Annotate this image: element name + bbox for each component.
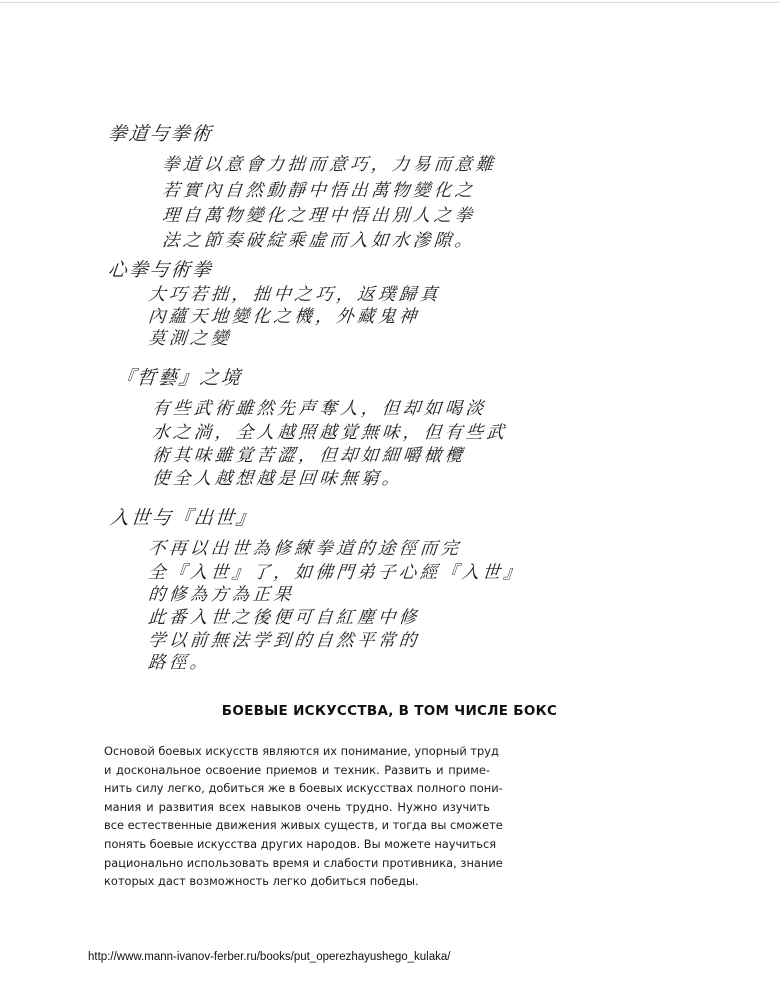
manuscript-line: 法之節奏破綻乘虛而入如水滲隙。 [161,231,477,251]
paragraph-line: мания и развития всех навыков очень трудно. Нужно изучить [104,799,490,814]
manuscript-line: 有些武術雖然先声奪人，但却如喝淡 [151,399,488,419]
manuscript-title-1: 拳道与拳術 [106,123,215,145]
top-edge-line [0,2,779,3]
manuscript-line: 術其味雖覚苦澀，但却如細嚼橄欖 [151,446,467,466]
paragraph-line: которых даст возможность легко добиться победы. [104,874,419,889]
paragraph-line: и досконaльное освоение приемов и техник. Развить и приме- [104,762,490,777]
manuscript-line: 的修為方為正果 [147,585,296,605]
handwritten-manuscript [100,105,620,685]
manuscript-line: 若實內自然動靜中悟出萬物變化之 [161,181,477,201]
body-paragraph [104,742,503,891]
paragraph-line: понять боевые искусства других народов. Вы можете научиться [104,836,497,851]
section-heading: БОЕВЫЕ ИСКУССТВА, В ТОМ ЧИСЛЕ БОКС [221,703,558,719]
paragraph-line: все естественные движения живых существ, и тогда вы сможете [104,818,503,833]
manuscript-line: 大巧若拙，拙中之巧，返璞歸真 [147,285,442,305]
manuscript-line: 理自萬物變化之理中悟出別人之拳 [161,206,477,226]
manuscript-line: 不再以出世為修練拳道的途徑而完 [147,539,463,559]
manuscript-line: 內蘊天地變化之機，外藏鬼神 [147,307,421,327]
manuscript-title-4: 入世与『出世』 [108,507,259,529]
manuscript-line: 学以前無法学到的自然平常的 [147,631,421,651]
manuscript-line: 全『入世』了，如佛門弟子心經『入世』 [147,563,526,583]
manuscript-line: 此番入世之後便可自紅塵中修 [147,608,421,628]
manuscript-line: 莫測之變 [147,329,233,349]
paragraph-line: Основой боевых искусств являются их понимание, упорный труд [104,744,499,758]
manuscript-line: 水之淌，全人越照越覚無味，但有些武 [151,423,509,443]
paragraph-line: нить силу легко, добиться же в боевых искусствах полного пони- [104,781,503,796]
manuscript-title-3: 『哲藝』之境 [114,367,244,389]
manuscript-line: 路徑。 [147,653,212,673]
paragraph-line: рационально использовать время и слабости противника, знание [104,855,503,870]
manuscript-line: 使全人越想越是回味無窮。 [151,469,404,489]
manuscript-line: 拳道以意會力拙而意巧，力易而意難 [161,155,498,175]
footer-url-link[interactable]: http://www.mann-ivanov-ferber.ru/books/put_operezhayushego_kulaka/ [88,951,451,963]
manuscript-title-2: 心拳与術拳 [106,259,215,281]
